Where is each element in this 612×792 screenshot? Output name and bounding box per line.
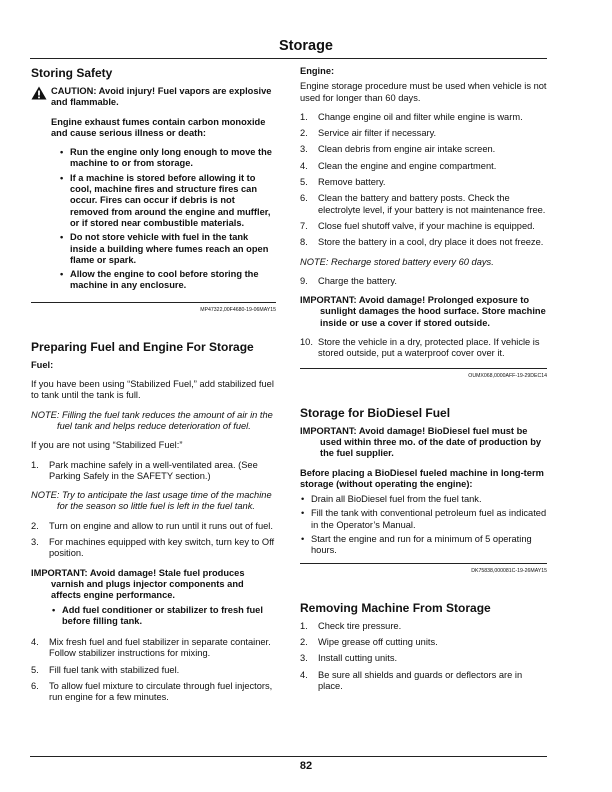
important-biodiesel: IMPORTANT: Avoid damage! BioDiesel fuel must be used within three mo. of the date of production by the fuel supplier.: [300, 425, 542, 459]
list-item: 2. Service air filter if necessary.: [300, 128, 437, 139]
list-item: 4. Mix fresh fuel and fuel stabilizer in separate container. Follow stabilizer instructions for mixing.: [31, 637, 271, 659]
fuel-intro: If you have been using “Stabilized Fuel,” add stabilized fuel to tank until the tank is full.: [31, 379, 274, 401]
list-item: • If a machine is stored before allowing it to cool, machine fires and structure fires can occur. Fires can occur if debris is not removed from around the engine and muffler, or if stored near combustible materials.: [59, 173, 276, 229]
section-divider: [300, 563, 547, 564]
list-item: 3. For machines equipped with key switch, turn key to Off position.: [31, 537, 275, 559]
engine-steps: [300, 112, 547, 249]
caution-text: CAUTION: Avoid injury! Fuel vapors are explosive and flammable.: [51, 86, 272, 108]
reference-code: DK75838,000081C-19-26MAY15: [471, 567, 547, 574]
list-item: 1. Check tire pressure.: [300, 620, 402, 631]
fuel-steps-1: [31, 460, 276, 483]
footer-divider: [30, 756, 547, 757]
engine-intro: Engine storage procedure must be used when vehicle is not used for longer than 60 days.: [300, 81, 547, 103]
list-item: 4. Clean the engine and engine compartment.: [300, 160, 497, 171]
list-item: 7. Close fuel shutoff valve, if your machine is equipped.: [300, 220, 535, 231]
section-divider: [300, 368, 547, 369]
list-item: 6. Clean the battery and battery posts. Check the electrolyte level, if your battery is not maintenance free.: [300, 193, 546, 215]
engine-steps-10: [300, 337, 547, 360]
list-item: 1. Park machine safely in a well-ventilated area. (See Parking Safely in the SAFETY section.): [31, 459, 258, 481]
right-column: [300, 66, 547, 700]
reference-code: MP47322,00F4680-19-06MAY15: [200, 306, 276, 313]
list-item: 2. Turn on engine and allow to run until it runs out of fuel.: [31, 520, 273, 531]
list-item: • Drain all BioDiesel fuel from the fuel tank.: [300, 494, 547, 505]
page-number: 82: [299, 760, 313, 772]
biodiesel-bullets: [300, 494, 547, 556]
section-divider: [31, 302, 276, 303]
list-item: 10. Store the vehicle in a dry, protected place. If vehicle is stored outside, put a waterproof cover over it.: [300, 337, 540, 359]
warning-triangle-icon: [31, 86, 47, 100]
preparing-heading: Preparing Fuel and Engine For Storage: [31, 339, 254, 354]
list-item: 8. Store the battery in a cool, dry place it does not freeze.: [300, 237, 544, 248]
removing-steps: [300, 621, 547, 692]
list-item: 2. Wipe grease off cutting units.: [300, 636, 438, 647]
removing-heading: Removing Machine From Storage: [300, 600, 491, 615]
title-divider: [30, 58, 547, 59]
list-item: 5. Fill fuel tank with stabilized fuel.: [31, 664, 180, 675]
page-title: Storage: [279, 38, 333, 54]
important-bullets: [31, 605, 276, 628]
biodiesel-heading: Storage for BioDiesel Fuel: [300, 405, 451, 420]
list-item: 6. To allow fuel mixture to circulate through fuel injectors, run engine for a few minutes.: [31, 680, 273, 703]
safety-bullets: [51, 147, 276, 292]
list-item: • Run the engine only long enough to move the machine to or from storage.: [59, 147, 276, 170]
fuel-steps-3: [31, 637, 276, 703]
fuel-label: Fuel:: [31, 359, 54, 370]
important-stale-fuel: IMPORTANT: Avoid damage! Stale fuel produces varnish and plugs injector components and affects engine performance.: [31, 567, 245, 601]
list-item: 1. Change engine oil and filter while engine is warm.: [300, 111, 523, 122]
engine-steps-9: [300, 276, 547, 287]
biodiesel-before: Before placing a BioDiesel fueled machine in long-term storage (without operating the engine):: [300, 467, 544, 489]
list-item: 5. Remove battery.: [300, 177, 386, 188]
list-item: • Allow the engine to cool before storing the machine in any enclosure.: [59, 269, 276, 292]
note-recharge: NOTE: Recharge stored battery every 60 days.: [300, 256, 494, 267]
note-anticipate: NOTE: Try to anticipate the last usage time of the machine for the season so little fuel is left in the fuel tank.: [31, 490, 272, 512]
list-item: 3. Clean debris from engine air intake screen.: [300, 144, 496, 155]
list-item: 3. Install cutting units.: [300, 653, 398, 664]
list-item: • Do not store vehicle with fuel in the tank inside a building where fumes reach an open flame or spark.: [59, 232, 276, 266]
list-item: 4. Be sure all shields and guards or deflectors are in place.: [300, 669, 523, 691]
fuel-steps-2: [31, 521, 276, 560]
storing-safety-heading: Storing Safety: [31, 66, 113, 80]
important-sunlight: IMPORTANT: Avoid damage! Prolonged exposure to sunlight damages the hood surface. Store machine inside or use a cover if stored outside.: [300, 295, 546, 328]
reference-code: OUMX068,0000AFF-19-29DEC14: [468, 372, 547, 379]
caution-block: [31, 86, 276, 292]
list-item: • Fill the tank with conventional petroleum fuel as indicated in the Operator’s Manual.: [300, 508, 547, 531]
engine-label: Engine:: [300, 66, 335, 76]
list-item: 9. Charge the battery.: [300, 275, 397, 286]
note-fill-tank: NOTE: Filling the fuel tank reduces the amount of air in the fuel tank and helps reduce deterioration of fuel.: [31, 409, 273, 431]
left-column: [31, 66, 276, 712]
exhaust-warning: Engine exhaust fumes contain carbon monoxide and cause serious illness or death:: [51, 116, 266, 138]
list-item: • Start the engine and run for a minimum of 5 operating hours.: [300, 534, 547, 557]
list-item: • Add fuel conditioner or stabilizer to fresh fuel before filling tank.: [51, 605, 276, 628]
not-using-stabilized: If you are not using “Stabilized Fuel:”: [31, 440, 183, 451]
